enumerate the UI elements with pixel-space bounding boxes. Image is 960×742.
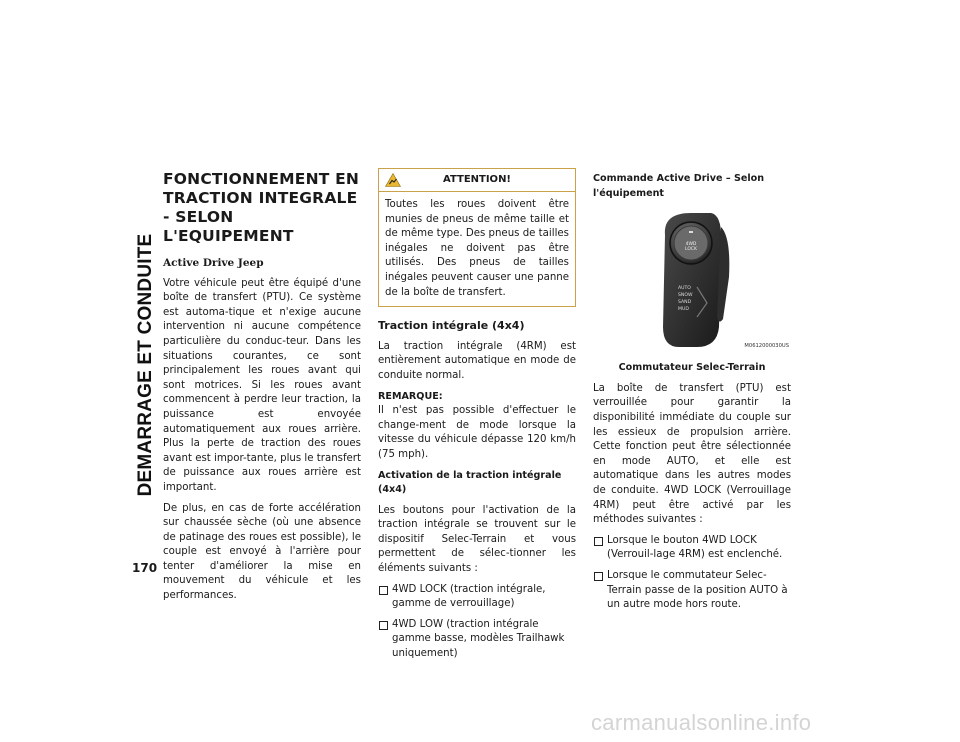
watermark: carmanualsonline.info — [591, 710, 812, 735]
list-item: 4WD LOW (traction intégrale gamme basse, modèles Trailhawk uniquement) — [378, 618, 576, 662]
list-item: Lorsque le commutateur Selec-Terrain passe de la position AUTO à un autre mode hors route. — [593, 569, 791, 613]
paragraph: De plus, en cas de forte accélération sur chaussée sèche (où une absence de patinage des roues est possible), le couple est envoyé à l'arrière pour tenter d'améliorer la mise en mouvement du véhicule et les performances. — [163, 502, 361, 602]
mode-snow: SNOW — [678, 293, 693, 299]
paragraph: Les boutons pour l'activation de la traction intégrale se trouvent sur le dispositif Selec-Terrain et vous permettent de sélec-tionner les éléments suivants : — [378, 504, 576, 575]
selec-terrain-switch-image — [593, 207, 791, 355]
list-item: Lorsque le bouton 4WD LOCK (Verrouil-lage 4RM) est enclenché. — [593, 534, 791, 563]
side-tab-label: DEMARRAGE ET CONDUITE — [135, 233, 156, 497]
figure-caption: Commutateur Selec-Terrain — [618, 362, 766, 374]
selec-terrain-figure — [593, 207, 791, 355]
warning-box — [378, 168, 576, 307]
warning-title: ATTENTION! — [442, 174, 511, 185]
note-text: Il n'est pas possible d'effectuer le change-ment de mode lorsque la vitesse du véhicule dépasse 120 km/h (75 mph). — [378, 405, 576, 460]
page-number: 170 — [132, 561, 158, 575]
checkbox-bullet-icon — [594, 537, 603, 546]
column-3 — [593, 168, 791, 619]
bullet-list — [593, 534, 791, 613]
warning-icon — [385, 173, 401, 187]
mode-auto: AUTO — [678, 286, 691, 292]
section-title: FONCTIONNEMENT EN TRACTION INTEGRALE - SELON L'EQUIPEMENT — [163, 170, 360, 245]
side-tab — [133, 170, 159, 560]
checkbox-bullet-icon — [379, 586, 388, 595]
checkbox-bullet-icon — [594, 572, 603, 581]
subsection-title: Traction intégrale (4x4) — [378, 319, 525, 333]
button-text-line1: 4WD — [685, 242, 697, 248]
column-2 — [378, 168, 576, 668]
figure-code: M0612000030US — [744, 343, 789, 350]
warning-header — [379, 169, 575, 192]
column-1 — [163, 168, 361, 610]
bullet-list — [378, 583, 576, 662]
mode-mud: MUD — [678, 307, 689, 313]
paragraph: Votre véhicule peut être équipé d'une boîte de transfert (PTU). Ce système est automa-tique et n'exige aucune intervention ni aucune compétence particulière du conduc-teur. Dans les situations courantes, ce sont principalement les roues avant qui sont motrices. Si les roues avant commencent à perdre leur traction, la puissance est envoyée automatiquement aux roues arrière. Plus la perte de traction des roues avant est impor-tante, plus le transfert de puissance aux roues arrière est important. — [163, 277, 361, 493]
checkbox-bullet-icon — [379, 621, 388, 630]
subheading: Activation de la traction intégrale (4x4) — [378, 469, 562, 496]
mode-sand: SAND — [678, 300, 692, 306]
button-text-line2: LOCK — [685, 247, 697, 253]
figure-title: Commande Active Drive – Selon l'équipement — [593, 173, 765, 199]
section-subtitle: Active Drive Jeep — [163, 257, 264, 269]
paragraph: La boîte de transfert (PTU) est verrouillée pour garantir la disponibilité immédiate du couple sur les essieux de propulsion arrière. Cette fonction peut être sélectionnée en mode AUTO, et elle est automatique dans les autres modes de conduite. 4WD LOCK (Verrouillage 4RM) peut être activé par les méthodes suivantes : — [593, 382, 791, 526]
list-item: 4WD LOCK (traction intégrale, gamme de verrouillage) — [378, 583, 576, 612]
warning-text: Toutes les roues doivent être munies de pneus de même taille et de même type. Des pneus de tailles inégales ne doivent pas être utilisés. Des pneus de tailles inégales peuvent causer une panne de la boîte de transfert. — [385, 199, 569, 298]
note-label: REMARQUE: — [378, 390, 443, 402]
paragraph: La traction intégrale (4RM) est entièrement automatique en mode de conduite normal. — [378, 340, 576, 381]
